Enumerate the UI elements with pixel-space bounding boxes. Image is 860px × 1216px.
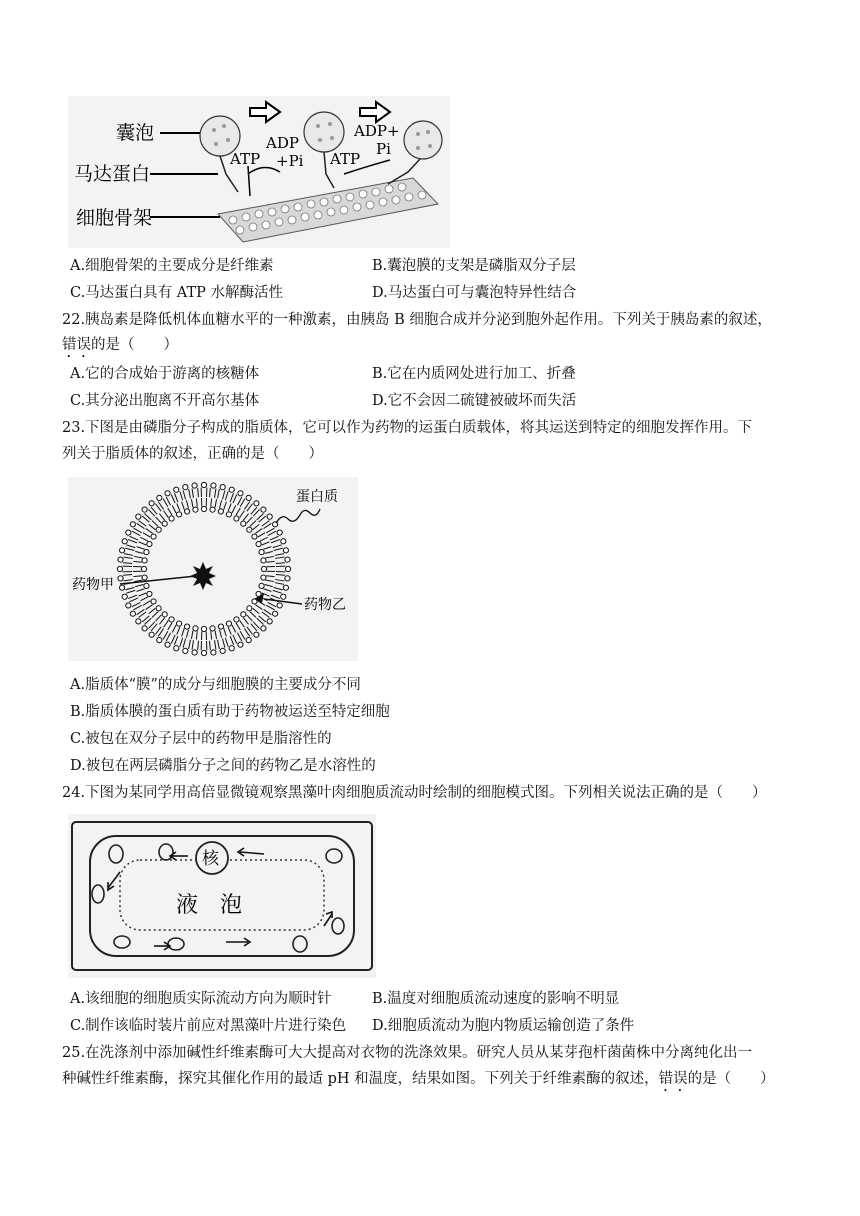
phospholipid-head <box>151 534 156 539</box>
q21-option-a: A.细胞骨架的主要成分是纤维素 <box>70 258 274 274</box>
phospholipid-head <box>126 603 131 608</box>
phospholipid-tail <box>140 597 148 601</box>
phospholipid-tail <box>140 537 148 541</box>
phospholipid-tail <box>258 533 265 537</box>
phospholipid-head <box>201 506 206 511</box>
phospholipid-head <box>165 642 170 647</box>
phospholipid-head <box>234 516 239 521</box>
phospholipid-tail <box>126 545 135 548</box>
phospholipid-tail <box>210 488 211 497</box>
phospholipid-tail <box>224 628 227 636</box>
phospholipid-head <box>246 495 251 500</box>
phospholipid-tail <box>177 627 180 635</box>
q25-stem-rest: 的是（ ） <box>687 1071 775 1087</box>
phospholipid-head <box>218 624 223 629</box>
phospholipid-head <box>261 575 266 580</box>
phospholipid-head <box>229 487 234 492</box>
phospholipid-tail <box>240 620 245 627</box>
phospholipid-tail <box>273 590 282 593</box>
phospholipid-tail <box>222 490 224 499</box>
phospholipid-tail <box>275 557 284 558</box>
phospholipid-tail <box>171 635 175 644</box>
phospholipid-tail <box>275 554 284 556</box>
phospholipid-tail <box>233 494 237 503</box>
phospholipid-tail <box>164 511 169 518</box>
phospholipid-head <box>256 541 261 546</box>
phospholipid-head <box>261 558 266 563</box>
phospholipid-tail <box>236 623 240 630</box>
phospholipid-head <box>120 548 125 553</box>
phospholipid-tail <box>125 548 134 550</box>
phospholipid-tail <box>266 576 274 577</box>
phospholipid-head <box>144 583 149 588</box>
phospholipid-tail <box>253 608 260 613</box>
phospholipid-tail <box>243 618 248 625</box>
phospholipid-tail <box>182 628 185 636</box>
phospholipid-head <box>169 516 174 521</box>
phospholipid-tail <box>152 521 158 527</box>
phospholipid-tail <box>135 585 143 587</box>
figure-cell-cytoplasm-flow <box>68 814 376 978</box>
phospholipid-head <box>267 619 272 624</box>
phospholipid-tail <box>189 640 191 649</box>
phospholipid-tail <box>138 542 146 545</box>
phospholipid-tail <box>243 514 248 521</box>
phospholipid-head <box>238 642 243 647</box>
phospholipid-tail <box>149 608 156 613</box>
label-drug-a: 药物甲 <box>72 577 114 593</box>
phospholipid-tail <box>255 529 262 534</box>
label-cytoskeleton: 细胞骨架 <box>76 207 153 229</box>
phospholipid-tail <box>172 625 176 633</box>
phospholipid-head <box>162 521 167 526</box>
phospholipid-tail <box>215 499 216 507</box>
q24-option-b: B.温度对细胞质流动速度的影响不明显 <box>372 991 620 1007</box>
phospholipid-tail <box>262 542 270 545</box>
vesicle-transport-diagram <box>68 96 450 248</box>
phospholipid-tail <box>133 576 141 577</box>
phospholipid-head <box>210 507 215 512</box>
phospholipid-tail <box>225 491 228 500</box>
phospholipid-head <box>261 507 266 512</box>
phospholipid-tail <box>224 502 227 510</box>
phospholipid-head <box>120 585 125 590</box>
phospholipid-tail <box>218 489 220 498</box>
q25-stem-pre: 种碱性纤维素酶，探究其催化作用的最适 pH 和温度，结果如图。下列关于纤维素酶的叙述， <box>62 1071 659 1087</box>
q23-stem-line2: 列关于脂质体的叙述，正确的是（ ） <box>62 446 323 462</box>
phospholipid-tail <box>128 539 137 542</box>
phospholipid-head <box>283 585 288 590</box>
phospholipid-head <box>157 495 162 500</box>
phospholipid-head <box>142 558 147 563</box>
phospholipid-tail <box>192 640 193 649</box>
phospholipid-head <box>162 612 167 617</box>
phospholipid-head <box>157 638 162 643</box>
phospholipid-tail <box>174 636 177 645</box>
phospholipid-head <box>142 575 147 580</box>
phospholipid-head <box>211 483 216 488</box>
phospholipid-tail <box>123 557 132 558</box>
label-drug-b: 药物乙 <box>304 597 346 613</box>
phospholipid-tail <box>273 545 282 548</box>
q22-emphasis: 错误 <box>62 337 91 353</box>
phospholipid-tail <box>128 595 137 598</box>
phospholipid-head <box>184 509 189 514</box>
phospholipid-head <box>201 650 206 655</box>
phospholipid-tail <box>134 556 142 557</box>
phospholipid-head <box>192 650 197 655</box>
figure-liposome <box>68 477 358 661</box>
phospholipid-head <box>218 509 223 514</box>
q22-option-b: B.它在内质网处进行加工、折叠 <box>372 366 576 382</box>
phospholipid-tail <box>129 536 138 540</box>
phospholipid-tail <box>230 636 233 645</box>
phospholipid-head <box>193 507 198 512</box>
phospholipid-tail <box>138 593 146 596</box>
phospholipid-tail <box>266 556 274 557</box>
phospholipid-tail <box>275 583 284 585</box>
phospholipid-tail <box>260 537 268 541</box>
phospholipid-head <box>156 527 161 532</box>
label-adp-1: ADP <box>266 134 299 152</box>
phospholipid-tail <box>156 615 162 621</box>
phospholipid-head <box>241 521 246 526</box>
phospholipid-tail <box>255 605 262 610</box>
phospholipid-tail <box>265 585 273 587</box>
phospholipid-tail <box>168 508 172 515</box>
phospholipid-head <box>234 617 239 622</box>
phospholipid-tail <box>180 491 183 500</box>
phospholipid-head <box>122 539 127 544</box>
q21-option-b: B.囊泡膜的支架是磷脂双分子层 <box>372 258 576 274</box>
phospholipid-tail <box>253 524 260 529</box>
phospholipid-head <box>117 566 122 571</box>
phospholipid-tail <box>159 514 164 521</box>
phospholipid-tail <box>123 580 132 581</box>
phospholipid-tail <box>183 490 185 499</box>
phospholipid-head <box>130 522 135 527</box>
q21-option-c: C.马达蛋白具有 ATP 水解酶活性 <box>70 285 284 301</box>
phospholipid-head <box>283 548 288 553</box>
phospholipid-head <box>259 549 264 554</box>
phospholipid-head <box>142 626 147 631</box>
phospholipid-head <box>183 485 188 490</box>
phospholipid-tail <box>222 639 224 648</box>
phospholipid-head <box>176 512 181 517</box>
phospholipid-tail <box>192 488 193 497</box>
phospholipid-tail <box>271 595 280 598</box>
cytoskeleton-shape <box>218 178 438 242</box>
label-protein: 蛋白质 <box>296 489 338 505</box>
phospholipid-tail <box>274 587 283 589</box>
phospholipid-tail <box>182 502 185 510</box>
phospholipid-head <box>136 514 141 519</box>
q22-stem-line2 <box>62 335 178 361</box>
phospholipid-tail <box>266 580 274 581</box>
phospholipid-tail <box>171 494 175 503</box>
q25-emphasis: 错误 <box>658 1071 688 1087</box>
phospholipid-tail <box>183 639 185 648</box>
phospholipid-tail <box>149 524 156 529</box>
phospholipid-tail <box>211 631 212 639</box>
phospholipid-tail <box>247 517 253 523</box>
label-vesicle: 囊泡 <box>116 122 155 144</box>
q23-option-d: D.被包在两层磷脂分子之间的药物乙是水溶性的 <box>70 758 376 774</box>
phospholipid-head <box>201 482 206 487</box>
phospholipid-head <box>126 530 131 535</box>
q24-option-c: C.制作该临时装片前应对黑藻叶片进行染色 <box>70 1018 347 1034</box>
phospholipid-head <box>261 626 266 631</box>
phospholipid-head <box>220 648 225 653</box>
phospholipid-head <box>285 557 290 562</box>
q24-stem: 24.下图为某同学用高倍显微镜观察黑藻叶肉细胞质流动时绘制的细胞模式图。下列相关说法正确的是（ ） <box>62 785 767 801</box>
phospholipid-head <box>247 606 252 611</box>
phospholipid-tail <box>186 500 188 508</box>
q22-option-d: D.它不会因二硫键被破坏而失活 <box>372 393 577 409</box>
phospholipid-head <box>122 594 127 599</box>
phospholipid-tail <box>232 505 236 513</box>
phospholipid-head <box>141 566 146 571</box>
phospholipid-head <box>147 541 152 546</box>
phospholipid-head <box>285 566 290 571</box>
phospholipid-head <box>201 626 206 631</box>
label-atp-1: ATP <box>230 150 261 168</box>
label-atp-2: ATP <box>330 150 361 168</box>
phospholipid-head <box>192 483 197 488</box>
phospholipid-tail <box>125 587 134 589</box>
phospholipid-head <box>174 646 179 651</box>
phospholipid-tail <box>220 500 222 508</box>
phospholipid-head <box>277 530 282 535</box>
phospholipid-tail <box>233 635 237 644</box>
phospholipid-tail <box>218 640 220 649</box>
phospholipid-tail <box>137 547 145 550</box>
phospholipid-head <box>267 514 272 519</box>
phospholipid-head <box>254 501 259 506</box>
phospholipid-tail <box>159 618 164 625</box>
label-pi-1: +Pi <box>276 152 304 170</box>
phospholipid-head <box>156 606 161 611</box>
phospholipid-head <box>254 632 259 637</box>
q23-stem-line1: 23.下图是由磷脂分子构成的脂质体，它可以作为药物的运蛋白质载体，将其运送到特定的细胞发挥作用。下 <box>62 420 753 436</box>
phospholipid-tail <box>189 489 191 498</box>
phospholipid-head <box>273 611 278 616</box>
label-nucleus: 核 <box>202 849 219 869</box>
phospholipid-head <box>165 491 170 496</box>
q23-option-b: B.脂质体膜的蛋白质有助于药物被运送至特定细胞 <box>70 704 390 720</box>
label-vacuole: 液 泡 <box>176 893 243 918</box>
phospholipid-tail <box>146 529 153 534</box>
phospholipid-tail <box>247 615 253 621</box>
phospholipid-head <box>226 512 231 517</box>
phospholipid-tail <box>225 638 228 647</box>
phospholipid-tail <box>156 517 162 523</box>
phospholipid-tail <box>275 580 284 581</box>
q21-option-d: D.马达蛋白可与囊泡特异性结合 <box>372 285 577 301</box>
q23-option-a: A.脂质体“膜”的成分与细胞膜的主要成分不同 <box>70 677 361 693</box>
phospholipid-head <box>174 487 179 492</box>
phospholipid-tail <box>198 488 199 497</box>
phospholipid-tail <box>240 511 245 518</box>
phospholipid-tail <box>123 563 132 564</box>
phospholipid-tail <box>236 508 240 515</box>
phospholipid-tail <box>124 554 133 556</box>
phospholipid-head <box>210 626 215 631</box>
phospholipid-tail <box>198 641 199 650</box>
figure-vesicle-transport <box>68 96 450 248</box>
phospholipid-tail <box>172 505 176 513</box>
phospholipid-tail <box>215 488 216 497</box>
phospholipid-tail <box>230 493 233 502</box>
phospholipid-head <box>211 650 216 655</box>
phospholipid-tail <box>168 623 172 630</box>
phospholipid-tail <box>143 533 150 537</box>
phospholipid-head <box>149 632 154 637</box>
liposome-diagram <box>68 477 358 661</box>
phospholipid-head <box>176 621 181 626</box>
phospholipid-head <box>136 619 141 624</box>
phospholipid-head <box>259 583 264 588</box>
phospholipid-tail <box>137 589 145 592</box>
phospholipid-tail <box>263 589 271 592</box>
phospholipid-tail <box>250 521 256 527</box>
phospholipid-tail <box>263 547 271 550</box>
phospholipid-head <box>151 599 156 604</box>
phospholipid-head <box>220 485 225 490</box>
phospholipid-tail <box>191 631 192 639</box>
phospholipid-head <box>149 501 154 506</box>
q24-option-a: A.该细胞的细胞质实际流动方向为顺时针 <box>70 991 332 1007</box>
q24-option-d: D.细胞质流动为胞内物质运输创造了条件 <box>372 1018 635 1034</box>
phospholipid-tail <box>211 498 212 506</box>
q22-option-c: C.其分泌出胞离不开高尔基体 <box>70 393 260 409</box>
q22-stem-line1: 22.胰岛素是降低机体血糖水平的一种激素，由胰岛 B 细胞合成并分泌到胞外起作用。下列关于胰岛素的叙述， <box>62 312 772 328</box>
phospholipid-head <box>169 617 174 622</box>
phospholipid-tail <box>228 503 231 511</box>
phospholipid-head <box>241 612 246 617</box>
phospholipid-head <box>277 603 282 608</box>
phospholipid-tail <box>220 630 222 638</box>
phospholipid-tail <box>177 503 180 511</box>
phospholipid-head <box>144 549 149 554</box>
label-motor-protein: 马达蛋白 <box>74 163 151 185</box>
phospholipid-tail <box>164 620 169 627</box>
phospholipid-head <box>142 507 147 512</box>
phospholipid-tail <box>196 631 197 639</box>
phospholipid-tail <box>274 548 283 550</box>
phospholipid-tail <box>266 561 274 562</box>
phospholipid-head <box>147 591 152 596</box>
phospholipid-tail <box>123 575 132 576</box>
phospholipid-tail <box>270 536 279 540</box>
phospholipid-head <box>261 566 266 571</box>
phospholipid-tail <box>250 612 256 618</box>
label-adp-2: ADP+ <box>354 122 400 140</box>
phospholipid-tail <box>276 575 285 576</box>
phospholipid-head <box>247 527 252 532</box>
phospholipid-tail <box>143 601 150 605</box>
phospholipid-head <box>130 611 135 616</box>
phospholipid-head <box>246 638 251 643</box>
phospholipid-head <box>193 626 198 631</box>
phospholipid-tail <box>215 631 216 639</box>
q22-option-a: A.它的合成始于游离的核糖体 <box>70 366 260 382</box>
phospholipid-head <box>118 576 123 581</box>
phospholipid-tail <box>232 625 236 633</box>
phospholipid-head <box>118 557 123 562</box>
phospholipid-tail <box>186 630 188 638</box>
phospholipid-tail <box>135 551 143 553</box>
label-pi-2: Pi <box>376 140 391 158</box>
cell-flow-diagram <box>68 814 376 978</box>
phospholipid-head <box>226 621 231 626</box>
phospholipid-head <box>281 539 286 544</box>
phospholipid-head <box>183 648 188 653</box>
phospholipid-tail <box>265 551 273 553</box>
phospholipid-head <box>238 491 243 496</box>
phospholipid-tail <box>146 605 153 610</box>
phospholipid-head <box>285 576 290 581</box>
phospholipid-tail <box>191 499 192 507</box>
phospholipid-tail <box>129 598 138 602</box>
phospholipid-tail <box>276 563 285 564</box>
phospholipid-tail <box>133 561 141 562</box>
q23-option-c: C.被包在双分子层中的药物甲是脂溶性的 <box>70 731 332 747</box>
phospholipid-head <box>229 646 234 651</box>
phospholipid-tail <box>196 498 197 506</box>
phospholipid-tail <box>180 638 183 647</box>
q25-stem-line2 <box>62 1069 775 1095</box>
phospholipid-tail <box>174 493 177 502</box>
phospholipid-tail <box>210 641 211 650</box>
phospholipid-head <box>252 534 257 539</box>
protein-squiggle <box>276 509 320 523</box>
phospholipid-tail <box>126 590 135 593</box>
q25-stem-line1: 25.在洗涤剂中添加碱性纤维素酶可大大提高对衣物的洗涤效果。研究人员从某芽孢杆菌菌株中分离纯化出一 <box>62 1045 753 1061</box>
phospholipid-tail <box>228 627 231 635</box>
q22-stem-rest: 的是（ ） <box>91 337 178 353</box>
phospholipid-tail <box>152 612 158 618</box>
phospholipid-head <box>281 594 286 599</box>
phospholipid-head <box>184 624 189 629</box>
phospholipid-tail <box>215 640 216 649</box>
phospholipid-tail <box>271 539 280 542</box>
